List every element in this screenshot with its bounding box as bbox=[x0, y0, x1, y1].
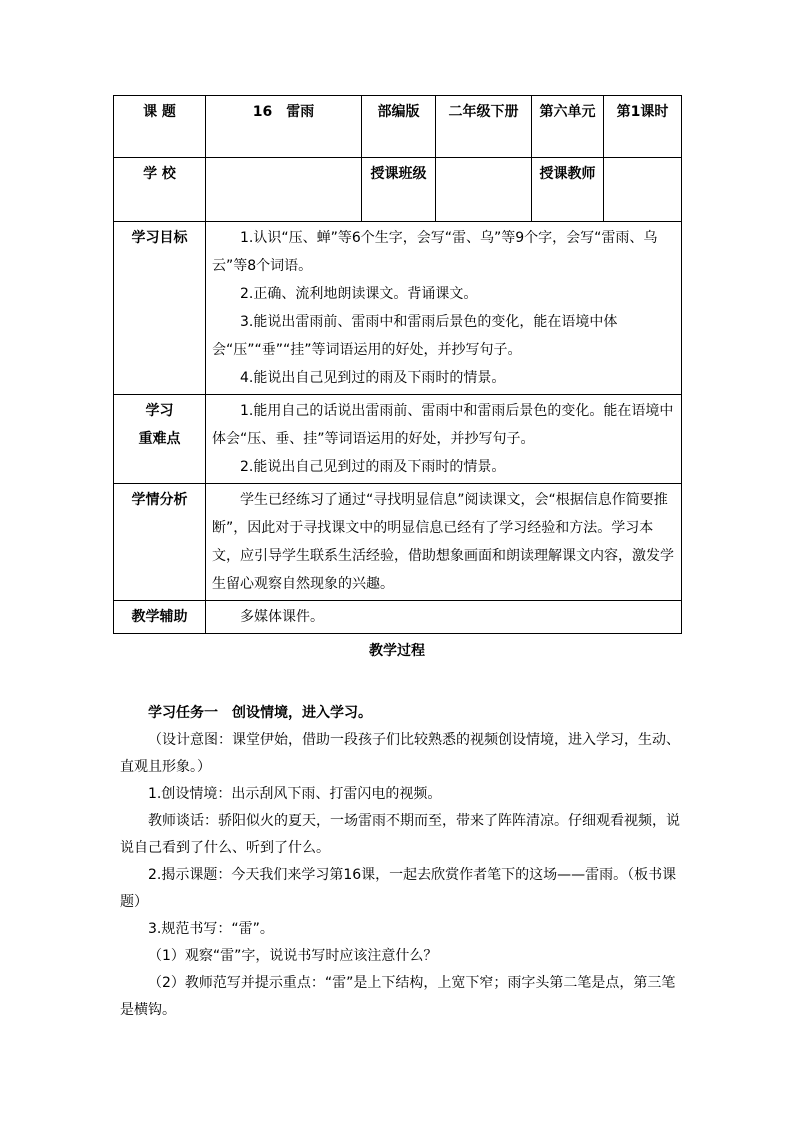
lesson-info-table bbox=[113, 95, 682, 634]
process-paragraph: （设计意图：课堂伊始，借助一段孩子们比较熟悉的视频创设情境，进入学习，生动、直观且形象。） bbox=[120, 732, 680, 775]
row-objectives bbox=[114, 222, 682, 395]
edition: 部编版 bbox=[362, 96, 436, 158]
section-title: 教学过程 bbox=[369, 643, 425, 659]
analysis-content bbox=[206, 484, 682, 601]
row-title bbox=[114, 96, 682, 158]
teacher-value bbox=[604, 158, 682, 222]
label-key-points-line1: 学习 bbox=[145, 403, 174, 419]
label-class: 授课班级 bbox=[362, 158, 436, 222]
objective-item: 2.正确、流利地朗读课文。背诵课文。 bbox=[240, 286, 478, 302]
label-school: 学 校 bbox=[114, 158, 206, 222]
analysis-text: 学生已经练习了通过“寻找明显信息”阅读课文，会“根据信息作简要推断”，因此对于寻找课文中的明显信息已经有了学习经验和方法。学习本文，应引导学生联系生活经验，借助想象画面和朗读理解课文内容，激发学生留心观察自然现象的兴趣。 bbox=[212, 492, 674, 592]
process-body bbox=[120, 700, 680, 1024]
row-key-points bbox=[114, 395, 682, 484]
grade: 二年级下册 bbox=[436, 96, 532, 158]
key-points-content bbox=[206, 395, 682, 484]
process-paragraph: 3.规范书写：“雷”。 bbox=[148, 921, 274, 937]
aids-text: 多媒体课件。 bbox=[240, 609, 324, 625]
objective-item: 1.认识“压、蝉”等6个生字，会写“雷、乌”等9个字，会写“雷雨、乌云”等8个词语。 bbox=[212, 230, 658, 274]
process-paragraph: 教师谈话：骄阳似火的夏天，一场雷雨不期而至，带来了阵阵清凉。仔细观看视频，说说自己看到了什么、听到了什么。 bbox=[120, 813, 680, 856]
period: 第1课时 bbox=[604, 96, 682, 158]
row-aids bbox=[114, 601, 682, 634]
process-paragraph: 1.创设情境：出示刮风下雨、打雷闪电的视频。 bbox=[148, 786, 442, 802]
key-point-item: 1.能用自己的话说出雷雨前、雷雨中和雷雨后景色的变化。能在语境中体会“压、垂、挂”等词语运用的好处，并抄写句子。 bbox=[212, 403, 674, 447]
class-value bbox=[436, 158, 532, 222]
objective-item: 3.能说出雷雨前、雷雨中和雷雨后景色的变化，能在语境中体会“压”“垂”“挂”等词语运用的好处，并抄写句子。 bbox=[212, 314, 618, 358]
label-key-points-line2: 重难点 bbox=[138, 431, 181, 447]
objectives-content bbox=[206, 222, 682, 395]
label-teacher: 授课教师 bbox=[532, 158, 604, 222]
label-aids: 教学辅助 bbox=[114, 601, 206, 634]
row-school bbox=[114, 158, 682, 222]
label-key-points bbox=[114, 395, 206, 484]
process-paragraph: （1）观察“雷”字，说说书写时应该注意什么？ bbox=[148, 948, 438, 964]
key-point-item: 2.能说出自己见到过的雨及下雨时的情景。 bbox=[240, 459, 506, 475]
lesson-name: 16 雷雨 bbox=[206, 96, 362, 158]
label-analysis: 学情分析 bbox=[114, 484, 206, 601]
aids-content bbox=[206, 601, 682, 634]
school-value bbox=[206, 158, 362, 222]
objective-item: 4.能说出自己见到过的雨及下雨时的情景。 bbox=[240, 370, 506, 386]
task-title: 学习任务一 创设情境，进入学习。 bbox=[148, 705, 372, 721]
process-paragraph: 2.揭示课题：今天我们来学习第16课，一起去欣赏作者笔下的这场——雷雨。（板书课题） bbox=[120, 867, 677, 910]
label-lesson-title: 课 题 bbox=[114, 96, 206, 158]
process-paragraph: （2）教师范写并提示重点：“雷”是上下结构，上宽下窄；雨字头第二笔是点，第三笔是横钩。 bbox=[120, 975, 676, 1018]
unit: 第六单元 bbox=[532, 96, 604, 158]
label-objectives: 学习目标 bbox=[114, 222, 206, 395]
row-analysis bbox=[114, 484, 682, 601]
